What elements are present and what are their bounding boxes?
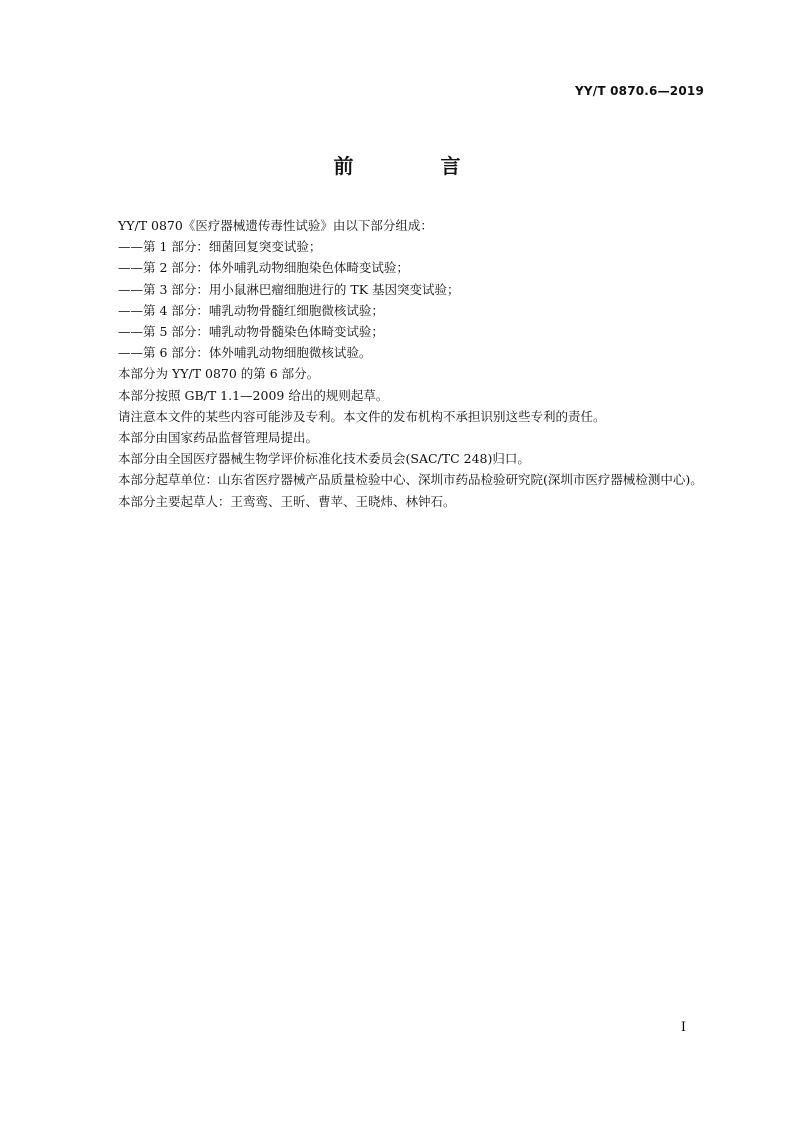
list-item-part-1: ——第 1 部分：细菌回复突变试验； [118,239,322,255]
list-item-part-2: ——第 2 部分：体外哺乳动物细胞染色体畸变试验； [118,260,409,276]
paragraph-patent-notice: 请注意本文件的某些内容可能涉及专利。本文件的发布机构不承担识别这些专利的责任。 [118,408,606,424]
list-item-part-4: ——第 4 部分：哺乳动物骨髓红细胞微核试验； [118,302,384,318]
paragraph-drafting-rules: 本部分按照 GB/T 1.1—2009 给出的规则起草。 [118,387,389,403]
paragraph-proposer: 本部分由国家药品监督管理局提出。 [118,430,319,446]
list-item-part-5: ——第 5 部分：哺乳动物骨髓染色体畸变试验； [118,324,384,340]
document-code: YY/T 0870.6—2019 [574,84,704,98]
paragraph-intro: YY/T 0870《医疗器械遗传毒性试验》由以下部分组成： [118,218,433,233]
paragraph-drafters: 本部分主要起草人：王鸾鸾、王昕、曹苹、王晓炜、林钟石。 [118,493,456,509]
page-title: 前 言 [333,154,501,178]
paragraph-committee: 本部分由全国医疗器械生物学评价标准化技术委员会(SAC/TC 248)归口。 [118,451,530,467]
paragraph-drafting-units: 本部分起草单位：山东省医疗器械产品质量检验中心、深圳市药品检验研究院(深圳市医疗器械检测中心)。 [118,472,703,488]
list-item-part-6: ——第 6 部分：体外哺乳动物细胞微核试验。 [118,345,372,361]
paragraph-part-statement: 本部分为 YY/T 0870 的第 6 部分。 [118,366,320,382]
page-number: I [680,1020,686,1035]
list-item-part-3: ——第 3 部分：用小鼠淋巴瘤细胞进行的 TK 基因突变试验； [118,281,460,297]
foreword-body [90,215,710,512]
